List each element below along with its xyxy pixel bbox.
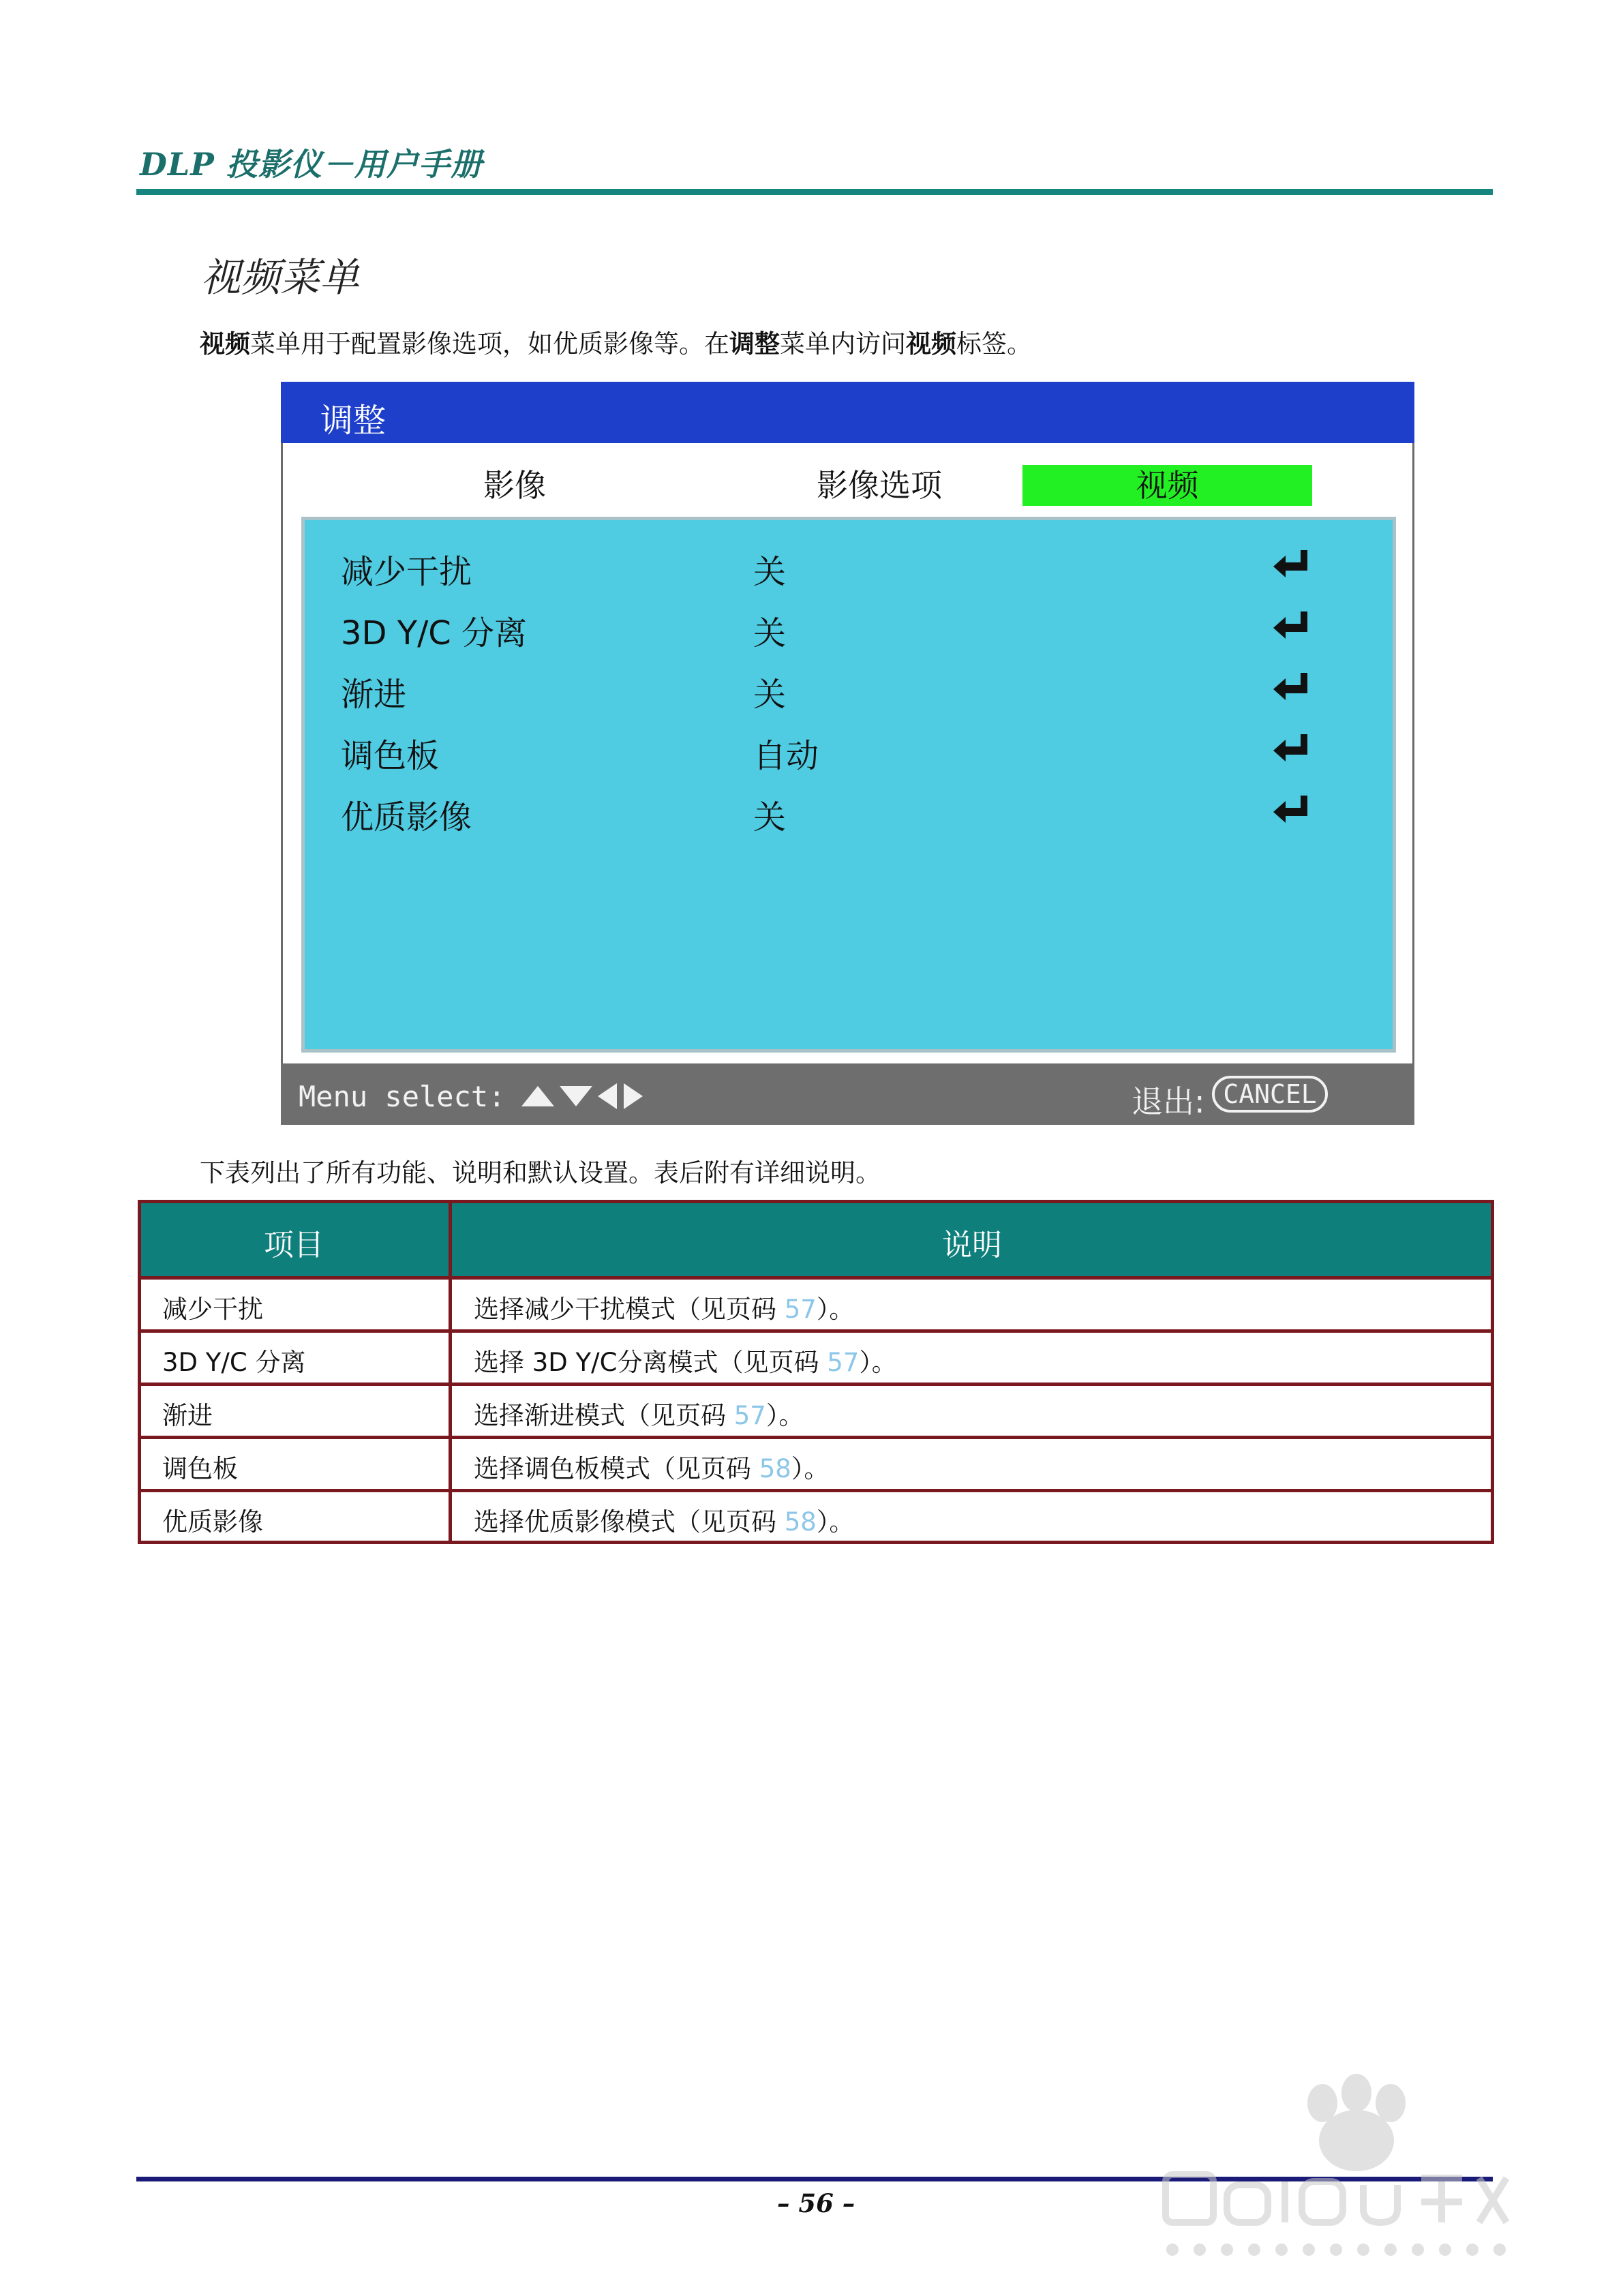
enter-icon[interactable] xyxy=(1271,731,1311,766)
intro-text-2: 菜单内访问 xyxy=(780,329,906,359)
tab-video[interactable]: 视频 xyxy=(1022,465,1312,506)
table-cell-description xyxy=(474,1288,854,1325)
enter-icon[interactable] xyxy=(1271,670,1311,704)
table-cell-item: 3D Y/C 分离 xyxy=(162,1348,306,1377)
description-text: 选择渐进模式（见页码 xyxy=(474,1401,734,1430)
osd-title: 调整 xyxy=(320,402,386,440)
osd-row-label-noise-reduction[interactable]: 减少干扰 xyxy=(341,553,472,591)
description-text: 选择调色板模式（见页码 xyxy=(474,1454,759,1483)
enter-icon[interactable] xyxy=(1271,793,1311,827)
tab-image-options[interactable]: 影像选项 xyxy=(817,467,942,504)
page-link[interactable]: 58 xyxy=(784,1507,817,1537)
page-number: – 56 – xyxy=(777,2188,855,2218)
table-header-item: 项目 xyxy=(264,1228,324,1263)
osd-row-label-palette[interactable]: 调色板 xyxy=(341,737,440,775)
document-header-title: DLP 投影仪－用户手册 xyxy=(140,146,483,183)
description-text-end: ）。 xyxy=(816,1507,855,1537)
exit-label: 退出: xyxy=(1132,1083,1205,1120)
description-text-end: ）。 xyxy=(765,1401,804,1430)
table-cell-item: 优质影像 xyxy=(162,1507,263,1537)
table-cell-item: 渐进 xyxy=(162,1401,213,1430)
osd-row-value-premium-image: 关 xyxy=(753,798,787,836)
enter-icon[interactable] xyxy=(1271,609,1311,643)
table-cell-description xyxy=(474,1342,897,1378)
table-row-divider xyxy=(141,1329,1491,1333)
description-text: 选择减少干扰模式（见页码 xyxy=(474,1295,785,1324)
osd-title-bar xyxy=(281,382,1414,443)
table-row-divider xyxy=(141,1436,1491,1439)
osd-row-value-noise-reduction: 关 xyxy=(753,553,787,591)
intro-paragraph xyxy=(200,323,1032,360)
page-link[interactable]: 57 xyxy=(827,1348,860,1377)
description-text-end: ）。 xyxy=(791,1454,830,1483)
table-cell-item: 减少干扰 xyxy=(162,1295,263,1324)
table-cell-description xyxy=(474,1448,829,1485)
header-rule xyxy=(136,189,1493,195)
table-cell-description xyxy=(474,1395,804,1432)
baidu-watermark-logo xyxy=(1152,2066,1534,2277)
intro-bold-adjust: 调整 xyxy=(729,329,780,359)
osd-row-label-premium-image[interactable]: 优质影像 xyxy=(341,798,472,836)
intro-bold-video-2: 视频 xyxy=(906,329,956,359)
osd-row-value-progressive: 关 xyxy=(753,676,787,714)
osd-row-label-3d-yc[interactable]: 3D Y/C 分离 xyxy=(341,614,528,652)
osd-row-value-3d-yc: 关 xyxy=(753,614,787,652)
cancel-button[interactable]: CANCEL xyxy=(1212,1076,1328,1113)
page-link[interactable]: 57 xyxy=(733,1401,766,1430)
intro-text-3: 标签。 xyxy=(956,329,1032,359)
table-cell-description xyxy=(474,1501,854,1538)
intro-bold-video: 视频 xyxy=(200,329,250,359)
table-row-divider xyxy=(141,1489,1491,1492)
section-title: 视频菜单 xyxy=(201,254,360,301)
page-link[interactable]: 58 xyxy=(759,1454,791,1483)
table-row-divider xyxy=(141,1276,1491,1280)
table-header-description: 说明 xyxy=(942,1228,1002,1263)
tab-image[interactable]: 影像 xyxy=(483,467,546,504)
description-text-end: ）。 xyxy=(859,1348,897,1377)
navigation-arrows-icon xyxy=(521,1081,651,1112)
osd-row-label-progressive[interactable]: 渐进 xyxy=(341,676,407,714)
page-link[interactable]: 57 xyxy=(784,1295,817,1324)
enter-icon[interactable] xyxy=(1271,547,1311,581)
description-text: 选择 3D Y/C分离模式（见页码 xyxy=(474,1348,828,1377)
osd-row-value-palette: 自动 xyxy=(753,737,819,775)
osd-settings-panel xyxy=(301,517,1396,1053)
description-text-end: ）。 xyxy=(816,1295,855,1324)
description-text: 选择优质影像模式（见页码 xyxy=(474,1507,785,1537)
table-cell-item: 调色板 xyxy=(162,1454,238,1483)
table-row-divider xyxy=(141,1383,1491,1386)
intro-text-1: 菜单用于配置影像选项，如优质影像等。在 xyxy=(250,329,729,359)
menu-select-label: Menu select: xyxy=(299,1080,506,1113)
table-intro-text: 下表列出了所有功能、说明和默认设置。表后附有详细说明。 xyxy=(200,1158,881,1188)
